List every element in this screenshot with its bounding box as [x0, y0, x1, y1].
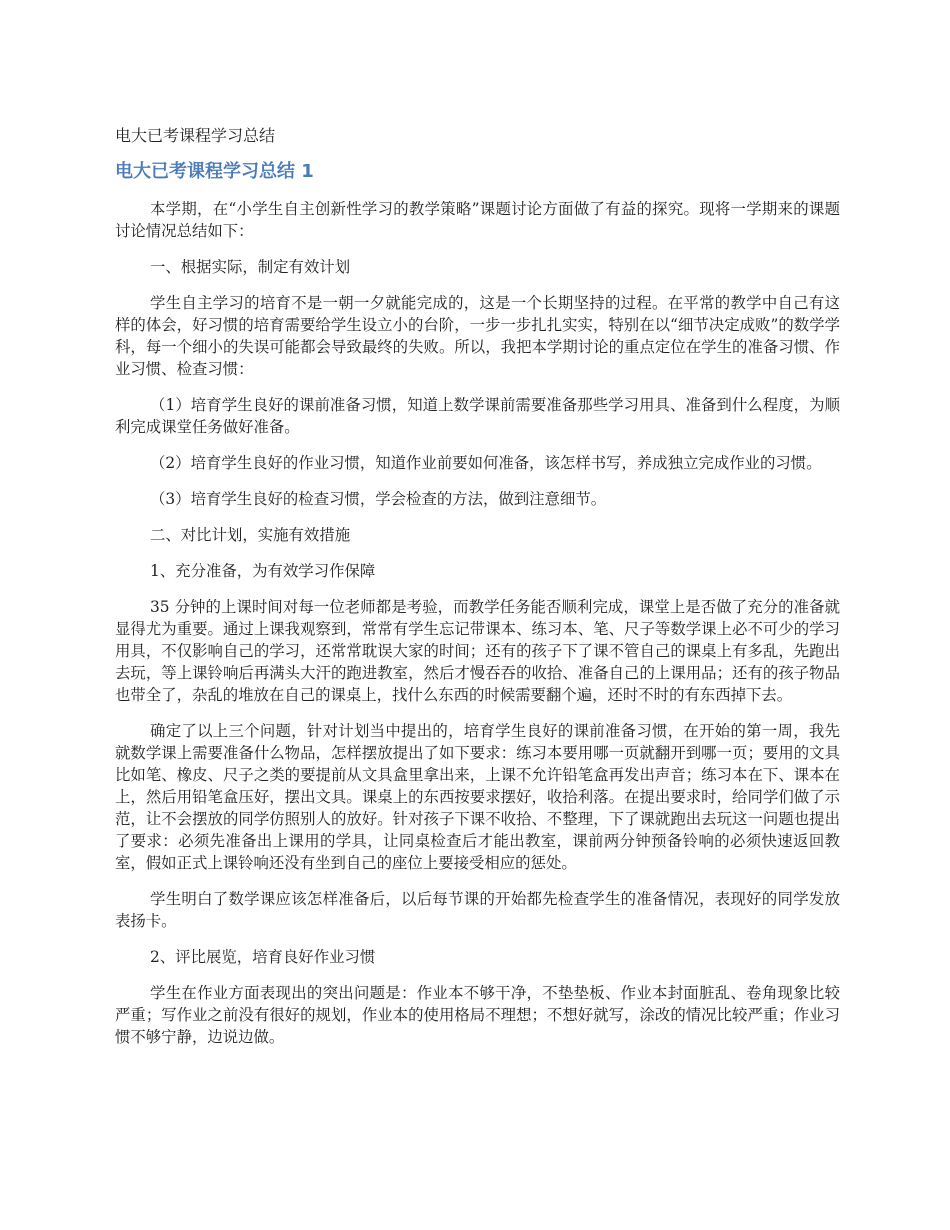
subheading-preparation: 1、充分准备，为有效学习作保障 — [150, 562, 376, 580]
body-paragraph: 确定了以上三个问题，针对计划当中提出的，培育学生良好的课前准备习惯，在开始的第一周，我先就数学课上需要准备什么物品，怎样摆放提出了如下要求：练习本要用哪一页就翻开到哪一页；要用的文具比如笔、橡皮、尺子之类的要提前从文具盒里拿出来，上课不允许铅笔盒再发出声音；练习本在下、课本在上，然后用铅笔盒压好，摆出文具。课桌上的东西按要求摆好，收拾利落。在提出要求时，给同学们做了示范，让不会摆放的同学仿照别人的放好。针对孩子下课不收拾、不整理，下了课就跑出去玩这一问题也提出了要求：必须先准备出上课用的学具，让同桌检查后才能出教室，课前两分钟预备铃响的必须快速返回教室，假如正式上课铃响还没有坐到自己的座位上要接受相应的惩处。 — [115, 722, 840, 872]
body-paragraph: 学生明白了数学课应该怎样准备后，以后每节课的开始都先检查学生的准备情况，表现好的同学发放表扬卡。 — [115, 890, 840, 930]
intro-paragraph: 本学期，在“小学生自主创新性学习的教学策略”课题讨论方面做了有益的探究。现将一学期来的课题讨论情况总结如下： — [115, 200, 840, 240]
subheading-measures: 二、对比计划，实施有效措施 — [150, 526, 351, 544]
section-heading: 电大已考课程学习总结 1 — [115, 161, 314, 182]
list-item-3: （3）培育学生良好的检查习惯，学会检查的方法，做到注意细节。 — [150, 490, 607, 508]
document-title: 电大已考课程学习总结 — [115, 126, 276, 145]
subheading-homework: 2、评比展览，培育良好作业习惯 — [150, 948, 376, 966]
body-paragraph: 学生在作业方面表现出的突出问题是：作业本不够干净，不垫垫板、作业本封面脏乱、卷角现象比较严重；写作业之前没有很好的规划，作业本的使用格局不理想；不想好就写，涂改的情况比较严重；作业习惯不够宁静，边说边做。 — [115, 984, 840, 1046]
document-page — [115, 124, 840, 1062]
body-paragraph: 35 分钟的上课时间对每一位老师都是考验，而教学任务能否顺利完成，课堂上是否做了充分的准备就显得尤为重要。通过上课我观察到，常常有学生忘记带课本、练习本、笔、尺子等数学课上必不可少的学习用具，不仅影响自己的学习，还常常耽误大家的时间；还有的孩子下了课不管自己的课桌上有多乱，先跑出去玩，等上课铃响后再满头大汗的跑进教室，然后才慢吞吞的收拾、准备自己的上课用品；还有的孩子物品也带全了，杂乱的堆放在自己的课桌上，找什么东西的时候需要翻个遍，还时不时的有东西掉下去。 — [115, 598, 840, 704]
subheading-plan: 一、根据实际，制定有效计划 — [150, 258, 351, 276]
body-paragraph: 学生自主学习的培育不是一朝一夕就能完成的，这是一个长期坚持的过程。在平常的教学中自己有这样的体会，好习惯的培育需要给学生设立小的台阶，一步一步扎扎实实，特别在以“细节决定成败”的数学学科，每一个细小的失误可能都会导致最终的失败。所以，我把本学期讨论的重点定位在学生的准备习惯、作业习惯、检查习惯： — [115, 294, 840, 378]
list-item-1: （1）培育学生良好的课前准备习惯，知道上数学课前需要准备那些学习用具、准备到什么程度，为顺利完成课堂任务做好准备。 — [115, 396, 840, 436]
list-item-2: （2）培育学生良好的作业习惯，知道作业前要如何准备，该怎样书写，养成独立完成作业的习惯。 — [150, 454, 822, 472]
